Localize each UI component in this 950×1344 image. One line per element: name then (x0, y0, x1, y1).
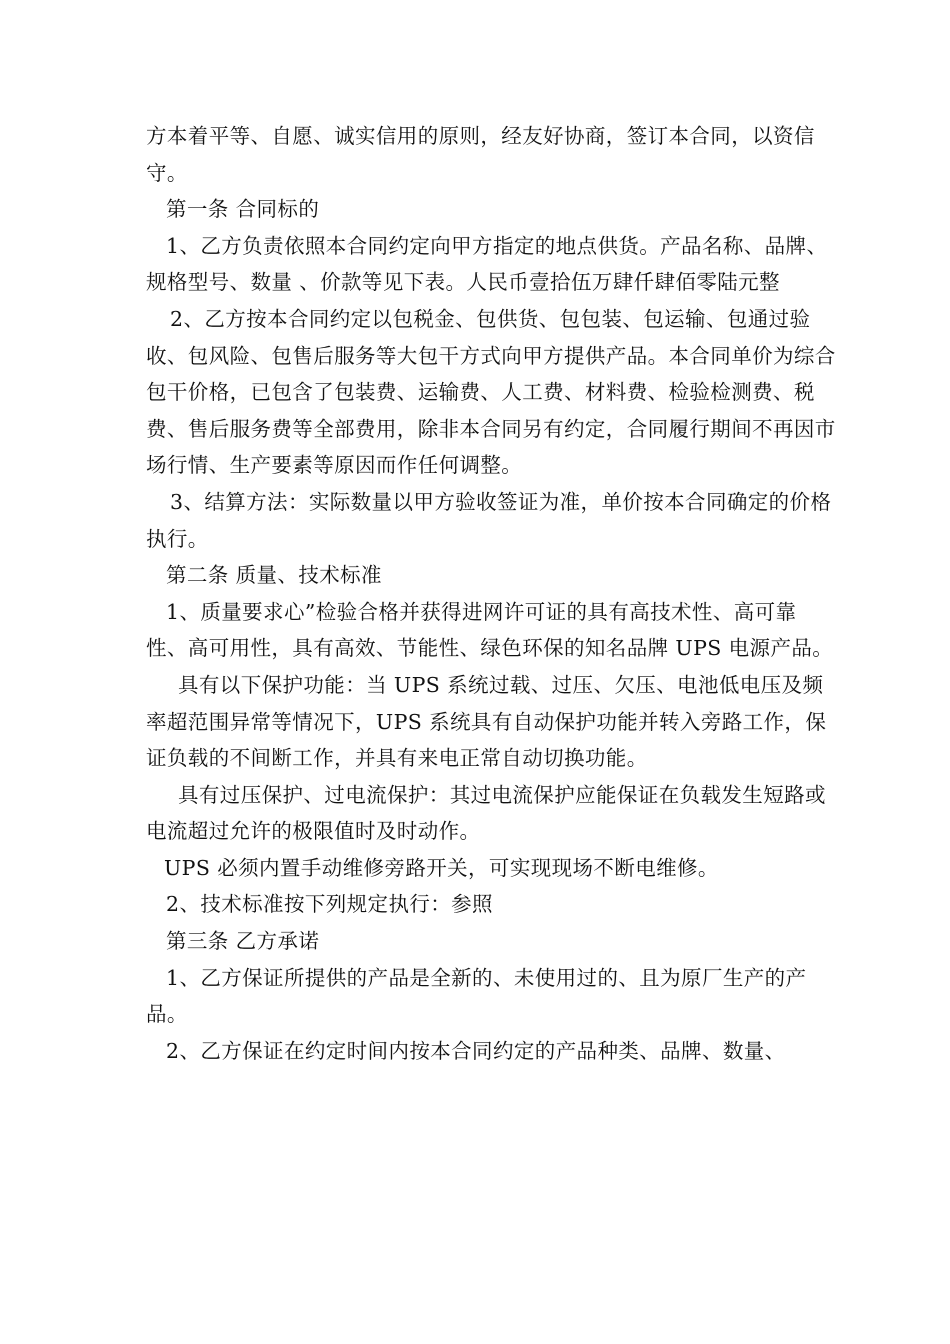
document-body (146, 118, 836, 1069)
paragraph-article-2-item-1: 1、质量要求心”检验合格并获得进网许可证的具有高技术性、高可靠性、高可用性，具有高效、节能性、绿色环保的知名品牌 UPS 电源产品。 (146, 599, 834, 661)
paragraph-article-1-item-1: 1、乙方负责依照本合同约定向甲方指定的地点供货。产品名称、品牌、规格型号、数量 、价款等见下表。人民币壹拾伍万肆仟肆佰零陆元整 (146, 233, 828, 295)
heading-article-2: 第二条 质量、技术标准 (166, 563, 382, 588)
heading-article-3: 第三条 乙方承诺 (166, 929, 320, 954)
paragraph-protection-functions: 具有以下保护功能：当 UPS 系统过载、过压、欠压、电池低电压及频率超范围异常等情况下，UPS 系统具有自动保护功能并转入旁路工作，保证负载的不间断工作，并具有来电正常自动切换功能。 (146, 672, 827, 771)
paragraph-article-3-item-1: 1、乙方保证所提供的产品是全新的、未使用过的、且为原厂生产的产品。 (146, 965, 807, 1027)
paragraph-article-2-item-2: 2、技术标准按下列规定执行：参照 (166, 892, 493, 917)
paragraph-article-3-item-2: 2、乙方保证在约定时间内按本合同约定的产品种类、品牌、数量、 (166, 1038, 786, 1063)
paragraph-article-1-item-2: 2、乙方按本合同约定以包税金、包供货、包包装、包运输、包通过验收、包风险、包售后服务等大包干方式向甲方提供产品。本合同单价为综合包干价格，已包含了包装费、运输费、人工费、材料费、检验检测费、税费、售后服务费等全部费用，除非本合同另有约定，合同履行期间不再因市场行情、生产要素等原因而作任何调整。 (146, 306, 836, 478)
paragraph-article-1-item-3: 3、结算方法：实际数量以甲方验收签证为准，单价按本合同确定的价格执行。 (146, 489, 832, 551)
heading-article-1: 第一条 合同标的 (166, 197, 320, 222)
paragraph-preamble: 方本着平等、自愿、诚实信用的原则，经友好协商，签订本合同，以资信守。 (146, 124, 815, 185)
paragraph-overcurrent-protection: 具有过压保护、过电流保护：其过电流保护应能保证在负载发生短路或电流超过允许的极限值时及时动作。 (146, 782, 826, 844)
paragraph-maintenance-bypass: UPS 必须内置手动维修旁路开关，可实现现场不断电维修。 (164, 855, 719, 880)
